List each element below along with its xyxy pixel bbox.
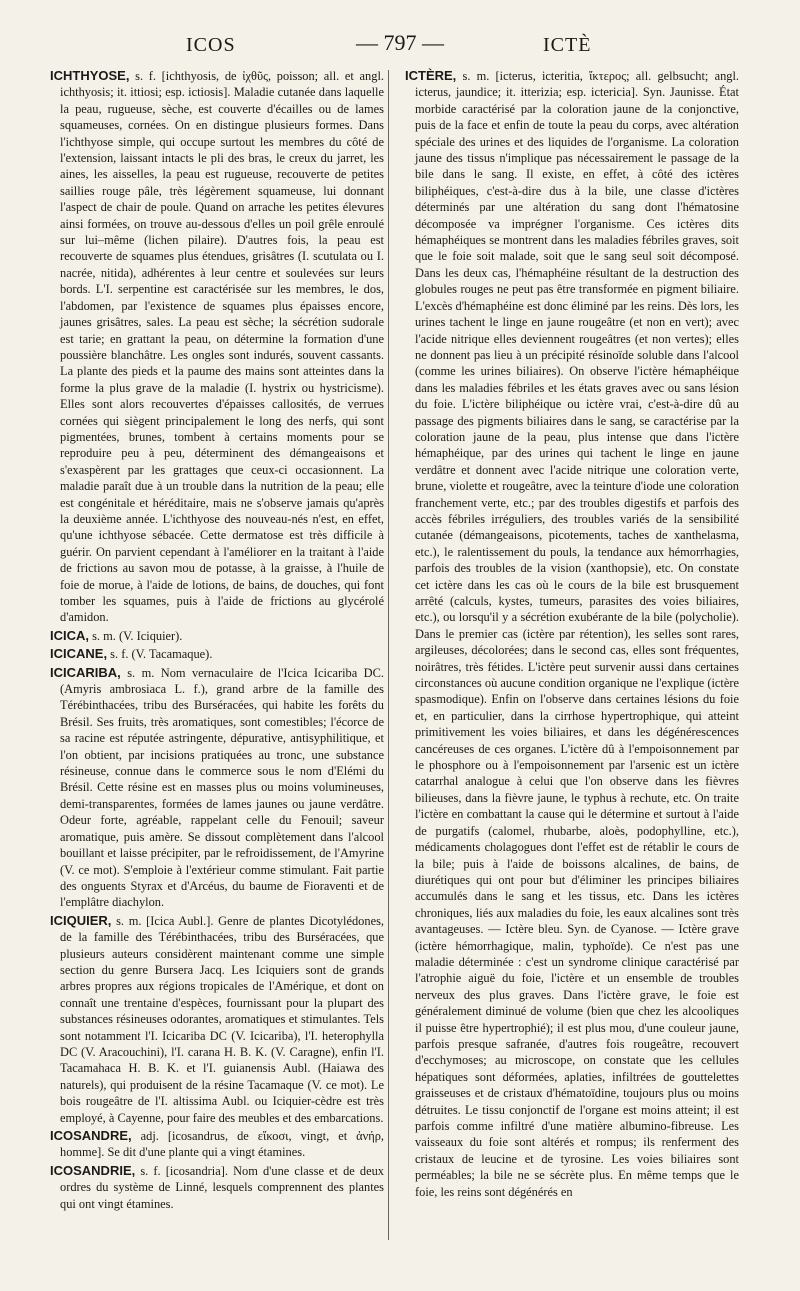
left-column [50,68,384,1214]
entry-icosandre [50,1128,384,1161]
entry-text: s. f. [ichthyosis, de ἰχθῦς, poisson; all. et angl. ichthyosis; it. ittiosi; esp. ictiosis]. Maladie cutanée dans laquelle la peau, rugueuse, sèche, est couverte d'écailles ou de lames squameuses, cornées. On en distingue plusieurs formes. Dans l'ichthyose simple, qui occupe surtout les membres du côté de l'extension, laissant intacts le pli des bras, le creux du jarret, les aines, les aisselles, la peau est rugueuse, recouverte de petites saillies rouge pâle, très légèrement squameuse, lui donnant l'aspect de chair de poule. Quand on arrache les petites élevures ainsi formées, on trouve au-dessous d'elles un poil grêle enroulé sur lui–même (lichen pilaire). D'autres fois, la peau est recouverte de squames plus étendues, grisâtres (I. scutulata ou I. nacrée, nitida), adhérentes à leur centre et soulevées sur leurs bords. L'I. serpentine est caractérisée sur les membres, le dos, l'abdomen, par l'existence de squames plus épaisses encore, jaunes grisâtres, sales. La peau est sèche; la sécrétion sudorale est tarie; en grattant la peau, on détermine la formation d'une poussière blanchâtre. Les ongles sont indurés, souvent cassants. La plante des pieds et la paume des mains sont atteintes dans la forme la plus grave de la maladie (I. hystrix ou hystricisme). Elles sont alors recouvertes d'épaisses callosités, de verrues cornées qui siègent principalement le long des nerfs, qui sont pigmentées, brunes, tombent à certains moments pour se reproduire peu à peu, déterminent des démangeaisons et s'exaspèrent par les grattages que ceux-ci occasionnent. La maladie paraît due à un trouble dans la nutrition de la peau; elle est congénitale et héréditaire, mais ne s'observe jamais qu'après la deuxième année. L'ichthyose des nouveau-nés n'est, en effet, qu'une ichthyose sébacée. Cette dermatose est très difficile à guérir. On parvient cependant à l'améliorer en la traitant à l'aide de frictions au savon mou de potasse, à la graisse, à l'huile de foie de morue, à l'aide de lotions, de bains, de douches, qui font tomber les squames, puis à l'aide de frictions au glycérolé d'amidon. [60,69,384,625]
headword: ICICANE, [50,646,108,662]
running-head-right: ICTÈ [543,34,592,56]
entry-icosandrie [50,1163,384,1212]
headword: ICOSANDRE, [50,1128,132,1143]
entry-icicariba [50,665,384,911]
entry-text: s. m. (V. Iciquier). [92,628,183,643]
headword: ICHTHYOSE, [50,68,130,83]
page-header [0,30,800,70]
entry-text: s. m. [Icica Aubl.]. Genre de plantes Dicotylédones, de la famille des Térébinthacées, tribu des Burséracées, que plusieurs auteurs considèrent maintenant comme une simple section du genre Bursera Jacq. Les Iciquiers sont de grands arbres propres aux régions tropicales de l'Amérique, et dont on connaît une trentaine d'espèces, fournissant pour la plupart des substances résineuses odorantes, aromatiques et stimulantes. Tels sont notamment l'I. Icicariba DC (V. Icicariba), l'I. heterophylla DC (V. Aracouchini), l'I. carana H. B. K. (V. Caragne), enfin l'I. Tacamahaca H. B. K. et l'I. guianensis Aubl. (Haiawa des naturels), qui produisent de la résine Tacamaque (V. ce mot). Le bois rougeâtre de l'I. altissima Aubl. ou Iciquier-cèdre est très employé, à Cayenne, pour faire des meubles et des embarcations. [60,913,384,1125]
entry-text: s. m. [icterus, icteritia, ἴκτερος; all. gelbsucht; angl. icterus, jaundice; it. itterizia; esp. ictericia]. Syn. Jaunisse. État morbide caractérisé par la coloration jaune de la conjonctive, puis de la face et enfin de toute la peau du corps, avec altération spéciale des urines et des liquides de l'organisme. La coloration jaune des tissus n'implique pas nécessairement le passage de la bile dans le sang. Il existe, en effet, à côté des ictères biliphéiques, c'est-à-dire dus à la bile, une classe d'ictères déterminés par une altération du sang dont l'hématosine décomposée va imprégner l'organisme. Ces ictères dits hémaphéiques se montrent dans les maladies fébriles graves, soit que le foie soit malade, soit que le sang seul soit décomposé. Dans les deux cas, l'hémaphéine résultant de la destruction des globules rouges ne peut pas être transformée en pigment biliaire. L'excès d'hémaphéine est donc éliminé par les reins. Dès lors, les urines tachent le linge en jaune rougeâtre (et non en vert); avec l'acide nitrique elles deviennent rougeâtres (et non vertes); elles ne donnent pas lieu à un précipité résinoïde soluble dans l'alcool (comme les urines biliaires). On observe l'ictère hémaphéique dans les maladies fébriles et les états graves avec ou sans lésion du foie. L'ictère biliphéique ou ictère vrai, c'est-à-dire dû au passage des pigments biliaires dans le sang, se caractérise par la coloration jaune de la peau, plus intense que dans l'ictère hémaphéique, par des urines qui tachent le linge en jaune verdâtre et donnent avec l'acide nitrique une coloration verte, brune, violette et rougeâtre, avec la teinture d'iode une coloration franchement verte, etc.; par des troubles digestifs et parfois des accès fébriles irréguliers, des troubles variés de la sensibilité cutanée (démangeaisons, picotements, taches de xanthelasma, etc.), le ralentissement du pouls, la tendance aux hémorrhagies, parfois des troubles de la vision (xanthopsie), etc. On constate cet ictère dans les cas où le cours de la bile est brusquement arrêté (calculs, kystes, tumeurs, parasites des voies biliaires, etc.), ou lorsqu'il y a sécrétion exubérante de la bile (polycholie). Dans le premier cas (ictère par rétention), les selles sont rares, argileuses, décolorées; dans le second cas, elles sont fréquentes, noirâtres, très fétides. L'ictère peut survenir aussi dans certaines circonstances où aucune condition organique ne l'explique (ictère spasmodique). Enfin on l'observe dans certaines lésions du foie et, en particulier, dans la cirrhose hypertrophique, qui atteint primitivement les voies biliaires, et dans les dégénérescences cancéreuses de ces organes. L'ictère dû à l'empoisonnement par le phosphore ou à l'empoisonnement par l'arsenic est un ictère catarrhal analogue à celui que l'on observe dans les fièvres bilieuses, dans la fièvre jaune, le typhus à rechute, etc. On traite l'ictère en combattant la cause qui le détermine et surtout à l'aide de purgatifs (calomel, rhubarbe, aloès, podophylline, etc.), médicaments cholagogues dont l'effet est de rétablir le cours de la bile; puis à l'aide de boissons alcalines, de bains, de diurétiques qui ont pour but d'éliminer les principes biliaires accumulés dans le sang et les tissus, etc. Dans les ictères chroniques, liés aux maladies du foie, les eaux alcalines sont très avantageuses. — Ictère bleu. Syn. de Cyanose. — Ictère grave (ictère hémorrhagique, malin, typhoïde). Ce n'est pas une maladie déterminée : c'est un syndrome clinique caractérisé par l'atrophie aiguë du foie, l'ictère et un ensemble de troubles nerveux des plus graves. Dans l'ictère grave, le foie est généralement diminué de volume (bien que chez les alcooliques il puisse être hypertrophié); il est plus mou, d'une couleur jaune, parfois presque safranée, d'autres fois rougeâtre, recouvert d'ecchymoses; au microscope, on constate que les cellules hépatiques sont déformées, aplaties, infiltrées de gouttelettes graisseuses et de cristaux d'hématoïdine, toujours plus ou moins détruites. Le tissu conjonctif de l'organe est moins atteint; il est parfois comme infiltré d'une matière albumino-fibreuse. Les vaisseaux du foie sont altérés et rompus; ils renferment des cristaux de leucine et de tyrosine. Les voies biliaires sont perméables; la bile ne se sécrète plus. En même temps que le foie, les reins sont dégénérés en [415,69,739,1199]
page-number: — 797 — [356,30,444,55]
entry-icicane [50,646,384,662]
entry-text: s. f. [icosandria]. Nom d'une classe et de deux ordres du système de Linné, lesquels comprennent des plantes qui ont vingt étamines. [60,1163,384,1211]
entry-text: s. f. (V. Tacamaque). [110,647,213,662]
entry-iciquier [50,913,384,1126]
entry-text: adj. [icosandrus, de εἴκοσι, vingt, et ἀνήρ, homme]. Se dit d'une plante qui a vingt étamines. [60,1129,384,1160]
entry-ichthyose [50,68,384,626]
headword: ICICARIBA, [50,664,121,680]
headword: ICTÈRE, [405,68,457,83]
column-divider [388,70,389,1240]
entry-text: s. m. Nom vernaculaire de l'Icica Icicariba DC. (Amyris ambrosiaca L. f.), grand arbre de la famille des Térébinthacées, tribu des Burséracées, qui habite les forêts du Brésil. Ses fruits, très aromatiques, sont comestibles; l'écorce de sa racine est réputée astringente, dépurative, antisyphilitique, et l'on obtient, par incisions pratiquées au tronc, une substance résineuse, connue dans le commerce sous le nom d'Elémi du Brésil. Cette résine est en masses plus ou moins volumineuses, demi-transparentes, formées de lames jaunes ou jaune verdâtre. Odeur forte, agréable, rappelant celle du Fenouil; saveur aromatique, puis amère. Se dissout complètement dans l'alcool bouillant et laisse précipiter, par le refroidissement, de l'Amyrine (V. ce mot). S'emploie à l'extérieur comme stimulant. Fait partie des onguents Styrax et d'Arcéus, du baume de Fioraventi et de l'emplâtre diachylon. [60,665,384,910]
entry-ictere [405,68,739,1200]
headword: ICICA, [50,627,89,643]
running-head-left: ICOS [186,34,236,56]
headword: ICIQUIER, [50,912,112,928]
right-column [405,68,739,1202]
entry-icica [50,628,384,644]
headword: ICOSANDRIE, [50,1162,136,1178]
